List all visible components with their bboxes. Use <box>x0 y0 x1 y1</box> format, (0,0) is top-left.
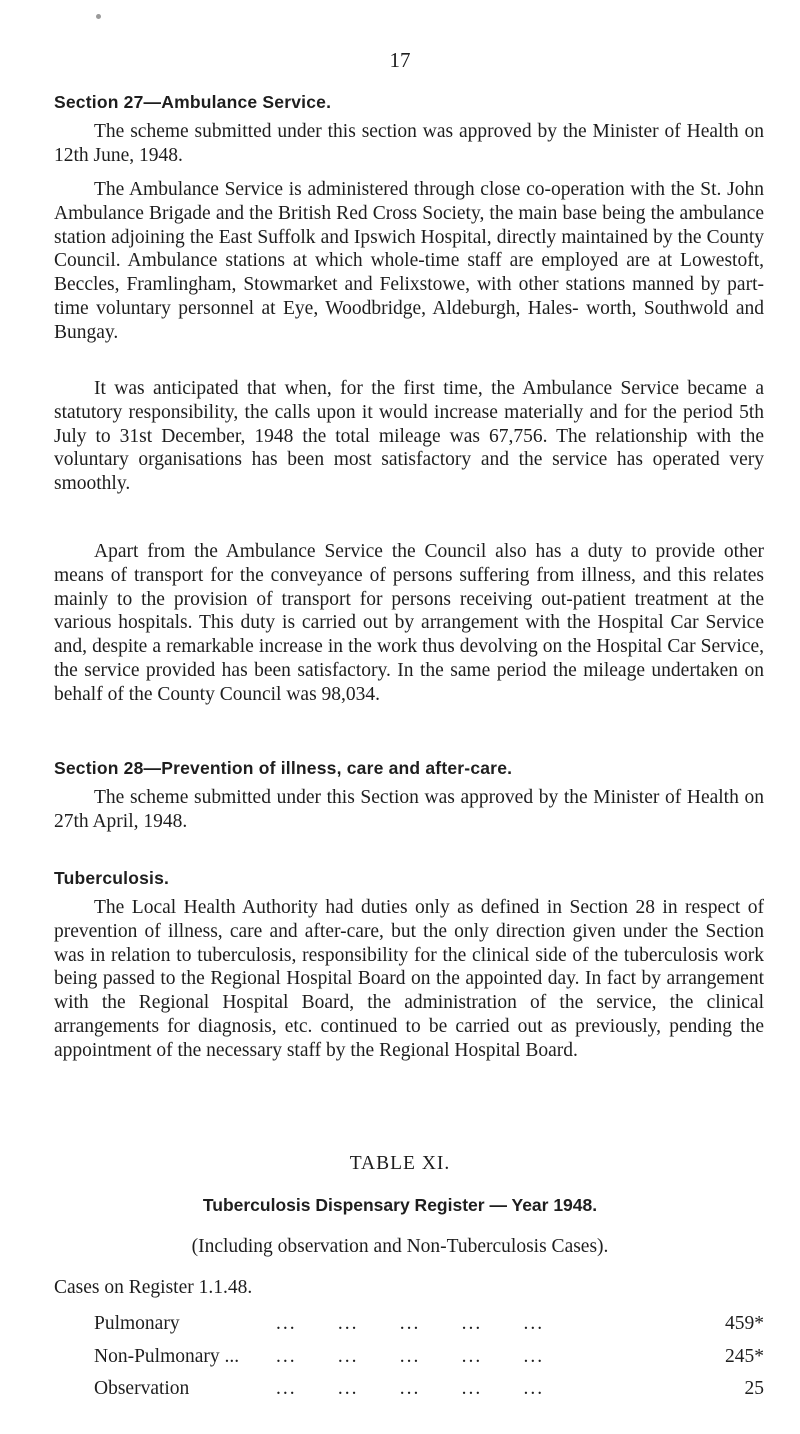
table-subtitle: Tuberculosis Dispensary Register — Year 1948. <box>202 1195 598 1215</box>
row-label: Observation <box>94 1378 190 1399</box>
row-label: Pulmonary <box>94 1313 180 1334</box>
row-leader: ... ... ... ... ... <box>276 1346 545 1367</box>
table-title: TABLE XI. <box>349 1153 451 1174</box>
row-value: 25 <box>744 1378 764 1399</box>
tuberculosis-paragraph: The Local Health Authority had duties only as defined in Section 28 in respect of prevention of illness, care and after-care, but the only direction given under the Section was in relation to tuberculosis, responsibility for the clinical side of the tuberculosis work being passed to the Regional Hospital Board on the appointed day. In fact by arrangement with the Regional Hospital Board, the administration of the service, the clinical arrangements for diagnosis, etc. continued to be carried out as previously, pending the appointment of the necessary staff by the Regional Hospital Board. <box>54 897 764 1061</box>
section-27-paragraph-2: The Ambulance Service is administered through close co-operation with the St. John Ambulance Brigade and the British Red Cross Society, the main base being the ambulance station adjoining the East Suffolk and Ipswich Hospital, directly maintained by the County Council. Ambulance stations at which whole-time staff are employed are at Lowestoft, Beccles, Framlingham, Stowmarket and Felixstowe, with other stations manned by part-time voluntary personnel at Eye, Woodbridge, Aldeburgh, Hales- worth, Southwold and Bungay. <box>54 179 764 343</box>
table-caption: Cases on Register 1.1.48. <box>54 1277 253 1298</box>
scan-mark <box>96 14 101 19</box>
section-27-paragraph-1: The scheme submitted under this section was approved by the Minister of Health on 12th June, 1948. <box>54 121 764 166</box>
section-27-paragraph-4: Apart from the Ambulance Service the Council also has a duty to provide other means of transport for the conveyance of persons suffering from illness, and this relates mainly to the provision of transport for persons receiving out-patient treatment at the various hospitals. This duty is carried out by arrangement with the Hospital Car Service and, despite a remarkable increase in the work thus devolving on the Hospital Car Service, the service provided has been satisfactory. In the same period the mileage undertaken on behalf of the County Council was 98,034. <box>54 541 764 705</box>
section-28-paragraph: The scheme submitted under this Section was approved by the Minister of Health on 27th April, 1948. <box>54 787 764 832</box>
table-row <box>94 1378 764 1404</box>
row-value: 245* <box>725 1346 764 1367</box>
table-note: (Including observation and Non-Tuberculosis Cases). <box>191 1236 609 1257</box>
section-27-paragraph-3: It was anticipated that when, for the first time, the Ambulance Service became a statutory responsibility, the calls upon it would increase materially and for the period 5th July to 31st December, 1948 the total mileage was 67,756. The relationship with the voluntary organisations has been most satisfactory and the service has operated very smoothly. <box>54 378 764 495</box>
tuberculosis-heading: Tuberculosis. <box>54 868 170 888</box>
row-value: 459* <box>725 1313 764 1334</box>
page-number: 17 <box>389 48 411 72</box>
section-28-heading: Section 28—Prevention of illness, care and after-care. <box>54 758 513 778</box>
row-leader: ... ... ... ... ... <box>276 1313 545 1334</box>
table-row <box>94 1313 764 1339</box>
row-label: Non-Pulmonary ... <box>94 1346 240 1367</box>
table-row <box>94 1346 764 1372</box>
row-leader: ... ... ... ... ... <box>276 1378 545 1399</box>
section-27-heading: Section 27—Ambulance Service. <box>54 92 332 112</box>
